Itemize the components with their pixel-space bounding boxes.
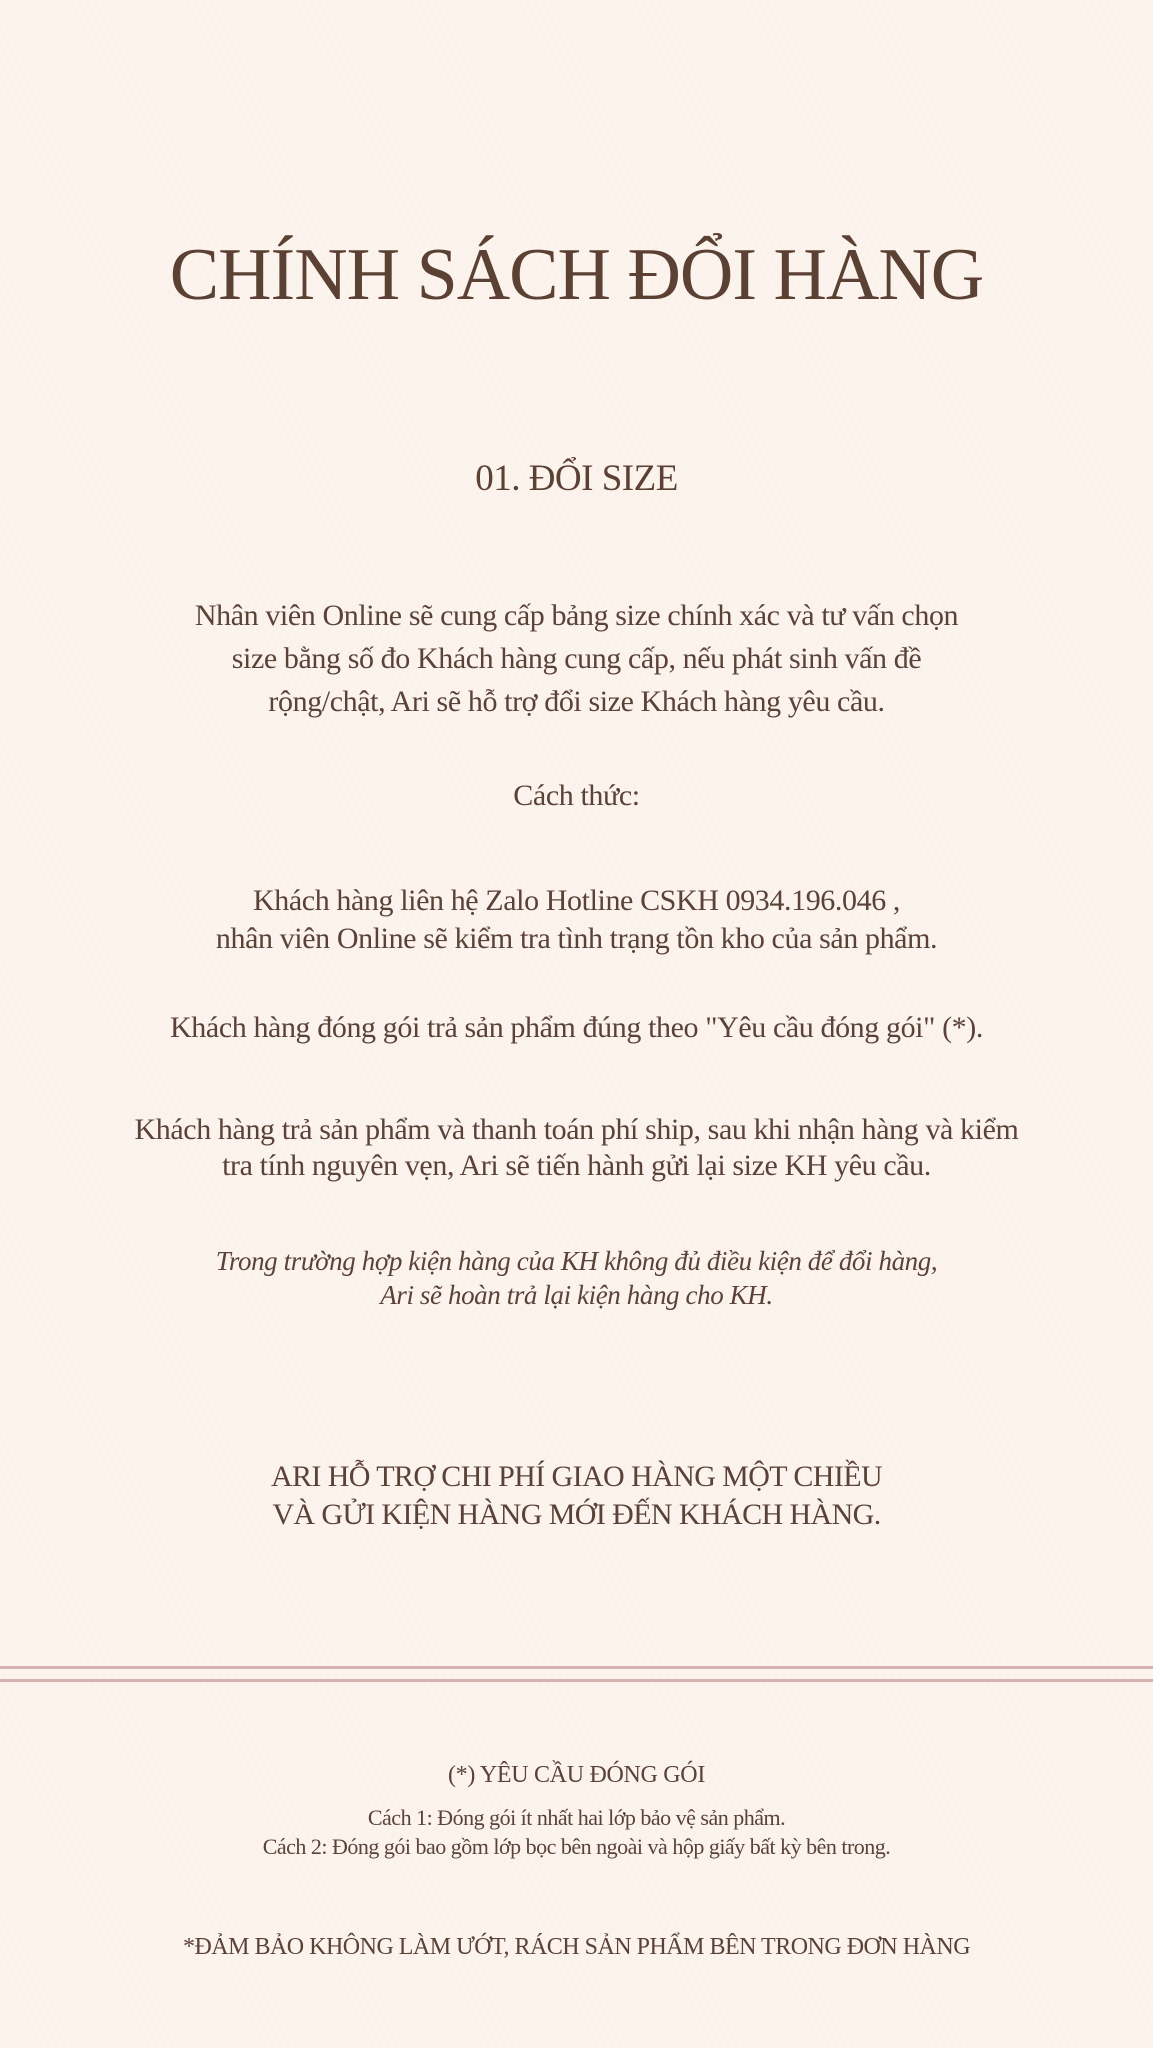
packaging-method: Cách 2: Đóng gói bao gồm lớp bọc bên ngoài và hộp giấy bất kỳ bên trong.: [262, 1834, 891, 1859]
step-3: [0, 1112, 1153, 1184]
step-line: Khách hàng trả sản phẩm và thanh toán phí ship, sau khi nhận hàng và kiểm: [134, 1113, 1019, 1146]
intro-line: size bằng số đo Khách hàng cung cấp, nếu phát sinh vấn đề: [231, 642, 922, 675]
highlight-line: ARI HỖ TRỢ CHI PHÍ GIAO HÀNG MỘT CHIỀU: [270, 1460, 883, 1493]
packaging-warning: *ĐẢM BẢO KHÔNG LÀM ƯỚT, RÁCH SẢN PHẨM BÊN TRONG ĐƠN HÀNG: [182, 1934, 971, 1960]
divider-bottom: [0, 1679, 1153, 1682]
ineligible-note: [0, 1244, 1153, 1312]
section-heading: 01. ĐỔI SIZE: [475, 458, 678, 499]
step-1: [0, 882, 1153, 958]
step-line: Khách hàng đóng gói trả sản phẩm đúng theo "Yêu cầu đóng gói" (*).: [170, 1011, 983, 1044]
intro-line: rộng/chật, Ari sẽ hỗ trợ đổi size Khách hàng yêu cầu.: [268, 685, 885, 718]
step-line: Khách hàng liên hệ Zalo Hotline CSKH 0934.196.046 ,: [253, 884, 900, 917]
intro-paragraph: [0, 594, 1153, 723]
packaging-methods: [0, 1803, 1153, 1861]
step-line: tra tính nguyên vẹn, Ari sẽ tiến hành gửi lại size KH yêu cầu.: [222, 1149, 931, 1182]
divider-top: [0, 1666, 1153, 1669]
packaging-method: Cách 1: Đóng gói ít nhất hai lớp bảo vệ sản phẩm.: [367, 1805, 786, 1830]
note-line: Ari sẽ hoàn trả lại kiện hàng cho KH.: [380, 1280, 773, 1310]
intro-line: Nhân viên Online sẽ cung cấp bảng size chính xác và tư vấn chọn: [194, 599, 959, 632]
step-line: nhân viên Online sẽ kiểm tra tình trạng tồn kho của sản phẩm.: [215, 922, 938, 955]
highlight-line: VÀ GỬI KIỆN HÀNG MỚI ĐẾN KHÁCH HÀNG.: [272, 1498, 881, 1531]
method-label: Cách thức:: [513, 779, 640, 812]
step-2: [0, 1006, 1153, 1049]
note-line: Trong trường hợp kiện hàng của KH không đủ điều kiện để đổi hàng,: [215, 1246, 938, 1276]
page-title: CHÍNH SÁCH ĐỔI HÀNG: [169, 234, 984, 316]
packaging-title: (*) YÊU CẦU ĐÓNG GÓI: [447, 1762, 706, 1788]
shipping-support-highlight: [0, 1458, 1153, 1534]
